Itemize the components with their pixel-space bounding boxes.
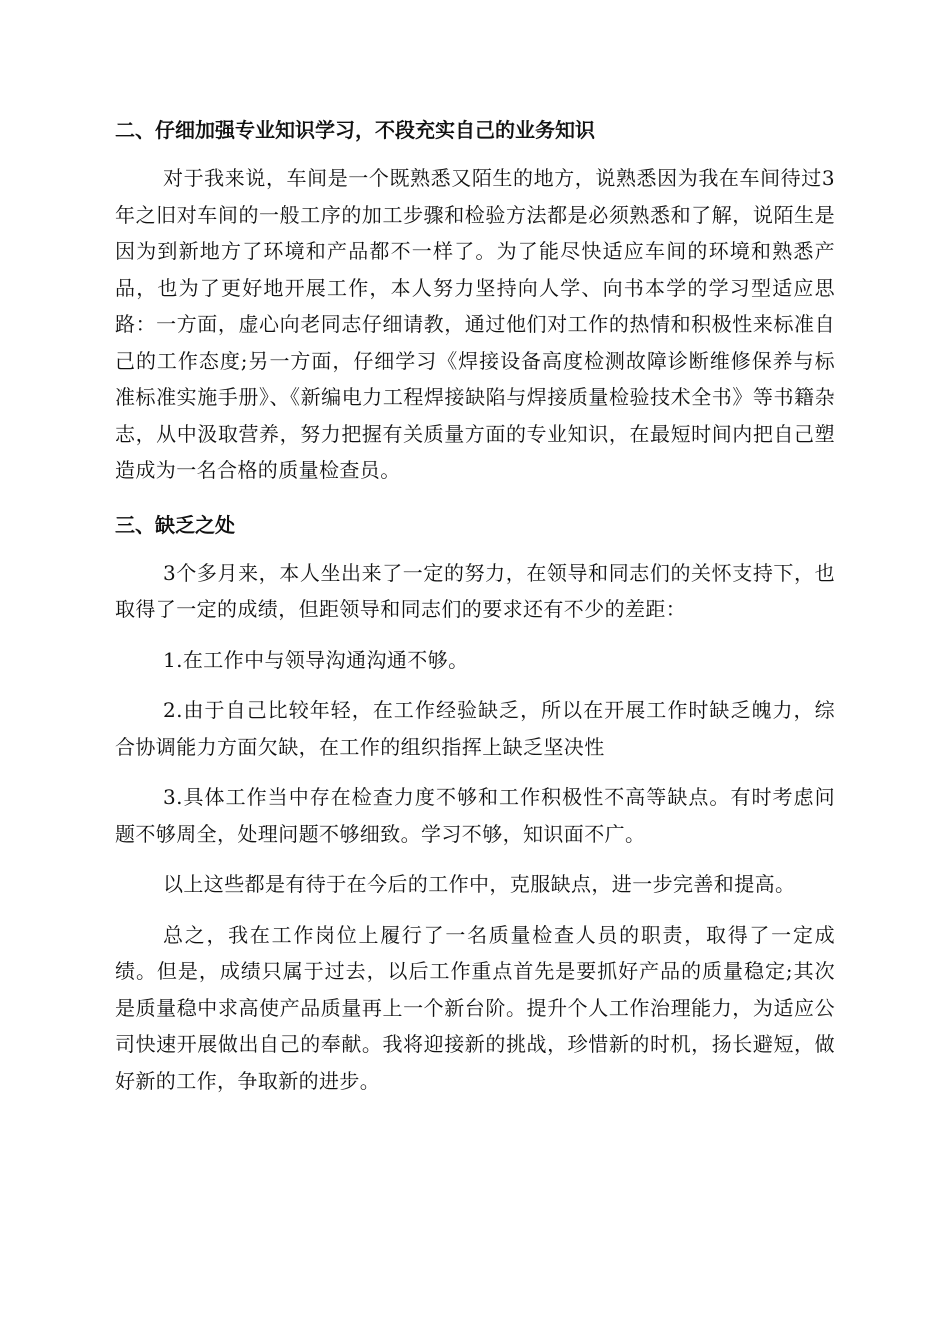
shortcoming-item-1: 1.在工作中与领导沟通沟通不够。 bbox=[163, 647, 469, 672]
summary-paragraph: 以上这些都是有待于在今后的工作中，克服缺点，进一步完善和提高。 bbox=[163, 872, 796, 896]
document-page bbox=[115, 112, 835, 1113]
shortcoming-item-3: 3.具体工作当中存在检查力度不够和工作积极性不高等缺点。有时考虑问题不够周全，处理问题不够细致。学习不够，知识面不广。 bbox=[115, 785, 835, 846]
section-2-heading: 二、仔细加强专业知识学习，不段充实自己的业务知识 bbox=[115, 118, 595, 142]
shortcoming-item-2: 2.由于自己比较年轻，在工作经验缺乏，所以在开展工作时缺乏魄力，综合协调能力方面欠缺，在工作的组织指挥上缺乏坚决性 bbox=[115, 698, 835, 759]
section-2-paragraph: 对于我来说，车间是一个既熟悉又陌生的地方，说熟悉因为我在车间待过3年之旧对车间的一般工序的加工步骤和检验方法都是必须熟悉和了解，说陌生是因为到新地方了环境和产品都不一样了。为了能尽快适应车间的环境和熟悉产品，也为了更好地开展工作，本人努力坚持向人学、向书本学的学习型适应思路：一方面，虚心向老同志仔细请教，通过他们对工作的热情和积极性来标准自己的工作态度;另一方面，仔细学习《焊接设备高度检测故障诊断维修保养与标准标准实施手册》、《新编电力工程焊接缺陷与焊接质量检验技术全书》等书籍杂志，从中汲取营养，努力把握有关质量方面的专业知识，在最短时间内把自己塑造成为一名合格的质量检查员。 bbox=[115, 166, 835, 482]
conclusion-paragraph: 总之，我在工作岗位上履行了一名质量检查人员的职责，取得了一定成绩。但是，成绩只属于过去，以后工作重点首先是要抓好产品的质量稳定;其次是质量稳中求高使产品质量再上一个新台阶。提升个人工作治理能力，为适应公司快速开展做出自己的奉献。我将迎接新的挑战，珍惜新的时机，扬长避短，做好新的工作，争取新的进步。 bbox=[115, 922, 835, 1093]
section-3-heading: 三、缺乏之处 bbox=[115, 512, 235, 537]
section-3-intro: 3个多月来，本人坐出来了一定的努力，在领导和同志们的关怀支持下，也取得了一定的成绩，但距领导和同志们的要求还有不少的差距： bbox=[115, 560, 835, 621]
